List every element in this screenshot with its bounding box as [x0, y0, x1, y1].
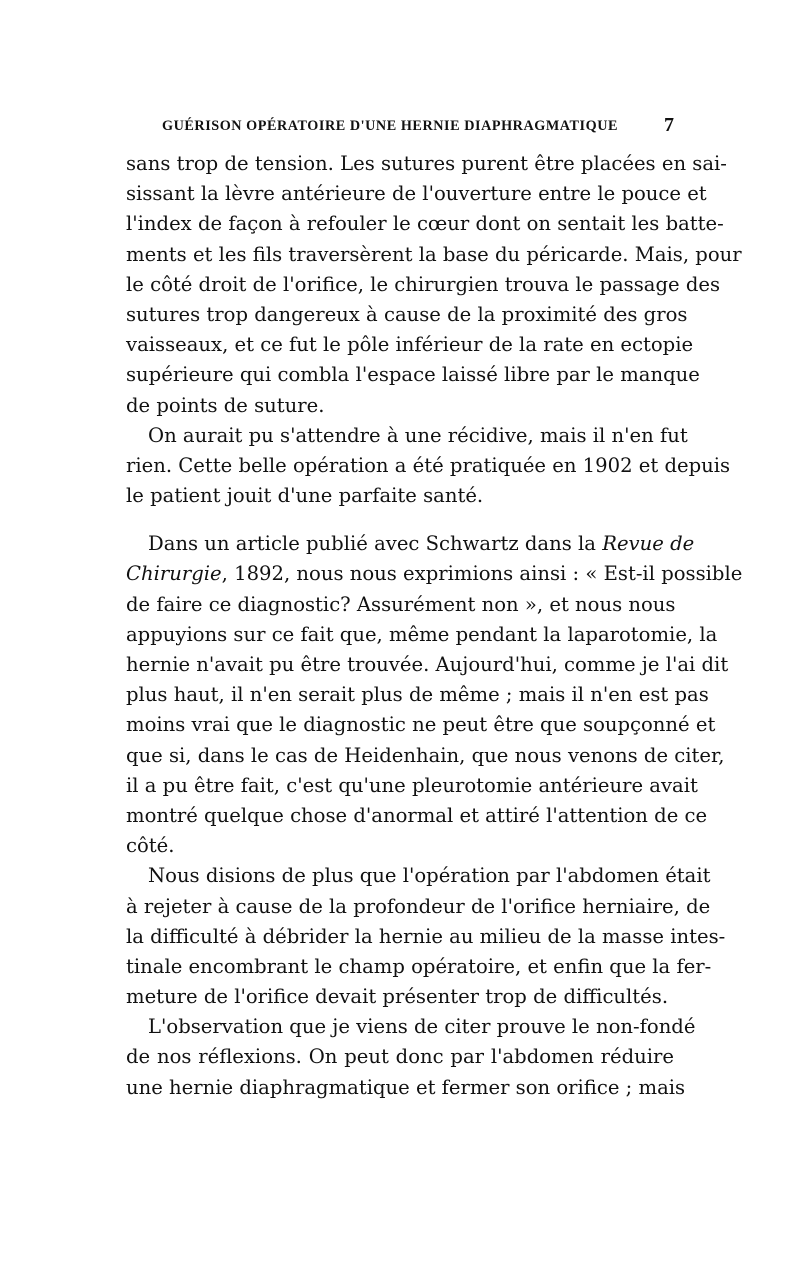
page-number: 7 — [664, 114, 674, 136]
text-line: le côté droit de l'orifice, le chirurgien trouva le passage des — [126, 272, 721, 296]
journal-title-part: Chirurgie — [126, 562, 222, 586]
text-line: supérieure qui combla l'espace laissé libre par le manque — [126, 363, 700, 387]
text-line: meture de l'orifice devait présenter trop de difficultés. — [126, 985, 669, 1009]
text-line: rien. Cette belle opération a été pratiquée en 1902 et depuis — [126, 453, 731, 477]
paragraph-1 — [126, 149, 742, 421]
text-line: Nous disions de plus que l'opération par l'abdomen était — [148, 864, 711, 888]
text-line: plus haut, il n'en serait plus de même ; mais il n'en est pas — [126, 683, 709, 707]
text-line: de faire ce diagnostic? Assurément non », et nous nous — [126, 592, 676, 616]
text-line: On aurait pu s'attendre à une récidive, mais il n'en fut — [148, 423, 688, 447]
text-line: ments et les fils traversèrent la base du péricarde. Mais, pour — [126, 242, 742, 266]
text-line: la difficulté à débrider la hernie au milieu de la masse intes- — [126, 924, 726, 948]
running-title: GUÉRISON OPÉRATOIRE D'UNE HERNIE DIAPHRAGMATIQUE — [162, 118, 619, 134]
text-line: L'observation que je viens de citer prouve le non-fondé — [148, 1015, 696, 1039]
paragraph-5 — [126, 1012, 696, 1103]
text-line: tinale encombrant le champ opératoire, et enfin que la fer- — [126, 954, 712, 978]
text-line: vaisseaux, et ce fut le pôle inférieur de la rate en ectopie — [126, 333, 694, 357]
text-line: que si, dans le cas de Heidenhain, que nous venons de citer, — [126, 743, 725, 767]
text-line: de points de suture. — [126, 393, 325, 417]
section-gap — [126, 511, 674, 529]
text-line: moins vrai que le diagnostic ne peut être que soupçonné et — [126, 713, 716, 737]
text-line: côté. — [126, 834, 175, 858]
text-line: sutures trop dangereux à cause de la proximité des gros — [126, 302, 688, 326]
text-segment: Dans un article publié avec Schwartz dans la — [148, 532, 596, 556]
running-header — [162, 114, 674, 144]
text-line: il a pu être fait, c'est qu'une pleurotomie antérieure avait — [126, 773, 698, 797]
text-line — [126, 529, 695, 559]
text-line: le patient jouit d'une parfaite santé. — [126, 484, 484, 508]
paragraph-3 — [126, 529, 743, 861]
body-text — [126, 149, 743, 1103]
paragraph-4 — [126, 861, 726, 1012]
text-line: sans trop de tension. Les sutures purent être placées en sai- — [126, 152, 727, 175]
text-segment: , 1892, nous nous exprimions ainsi : « Est-il possible — [221, 562, 743, 586]
text-line: de nos réflexions. On peut donc par l'abdomen réduire — [126, 1045, 674, 1069]
text-line: hernie n'avait pu être trouvée. Aujourd'hui, comme je l'ai dit — [126, 653, 729, 676]
text-line: une hernie diaphragmatique et fermer son orifice ; mais — [126, 1075, 686, 1099]
text-line: montré quelque chose d'anormal et attiré l'attention de ce — [126, 803, 708, 827]
text-line: à rejeter à cause de la profondeur de l'orifice herniaire, de — [126, 894, 711, 918]
journal-title-part: Revue de — [602, 532, 695, 556]
text-line: sissant la lèvre antérieure de l'ouverture entre le pouce et — [126, 182, 707, 206]
paragraph-2 — [126, 421, 731, 512]
text-line: l'index de façon à refouler le cœur dont on sentait les batte- — [126, 212, 724, 236]
text-line — [126, 559, 743, 589]
text-line: appuyions sur ce fait que, même pendant la laparotomie, la — [126, 622, 718, 646]
